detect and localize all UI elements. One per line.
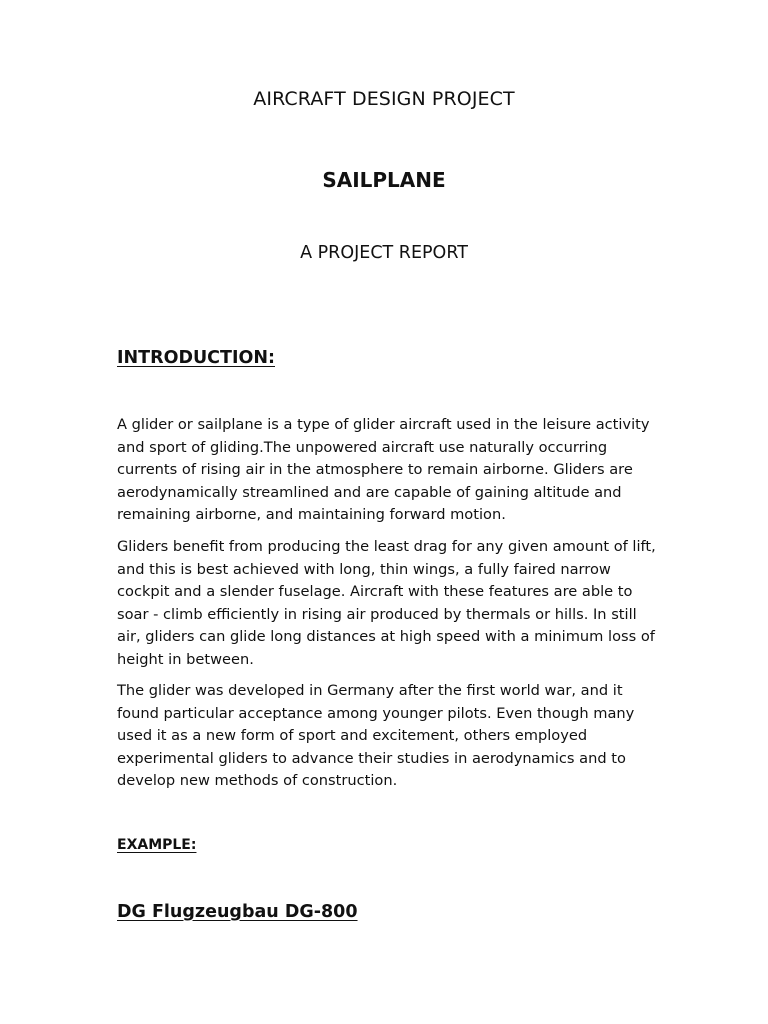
introduction-heading: INTRODUCTION:: [117, 348, 275, 368]
paragraph-line: and sport of gliding.The unpowered aircraft use naturally occurring: [117, 438, 608, 456]
paragraph-line: Gliders benefit from producing the least drag for any given amount of lift,: [117, 538, 656, 555]
paragraph-line: currents of rising air in the atmosphere to remain airborne. Gliders are: [117, 461, 633, 478]
example-model-heading: DG Flugzeugbau DG-800: [117, 902, 358, 922]
paragraph-line: air, gliders can glide long distances at high speed with a minimum loss of: [117, 628, 655, 645]
paragraph-line: experimental gliders to advance their studies in aerodynamics and to: [117, 749, 626, 767]
document-title: AIRCRAFT DESIGN PROJECT: [253, 88, 515, 110]
paragraph-line: A glider or sailplane is a type of glider aircraft used in the leisure activity: [117, 416, 650, 433]
introduction-paragraph-1: [117, 414, 662, 527]
document-kind: A PROJECT REPORT: [300, 243, 468, 263]
paragraph-line: cockpit and a slender fuselage. Aircraft with these features are able to: [117, 583, 633, 600]
paragraph-line: The glider was developed in Germany after the first world war, and it: [117, 682, 623, 699]
example-heading: EXAMPLE:: [117, 837, 197, 853]
paragraph-line: soar - climb efficiently in rising air produced by thermals or hills. In still: [117, 605, 637, 623]
paragraph-line: aerodynamically streamlined and are capable of gaining altitude and: [117, 483, 622, 501]
introduction-paragraph-2: [117, 536, 662, 671]
paragraph-line: remaining airborne, and maintaining forward motion.: [117, 506, 506, 523]
paragraph-line: found particular acceptance among younger pilots. Even though many: [117, 704, 635, 722]
paragraph-line: used it as a new form of sport and excitement, others employed: [117, 727, 588, 744]
paragraph-line: and this is best achieved with long, thin wings, a fully faired narrow: [117, 560, 611, 578]
introduction-paragraph-3: [117, 680, 662, 793]
document-subtitle: SAILPLANE: [322, 168, 446, 192]
paragraph-line: height in between.: [117, 650, 254, 668]
paragraph-line: develop new methods of construction.: [117, 772, 398, 789]
